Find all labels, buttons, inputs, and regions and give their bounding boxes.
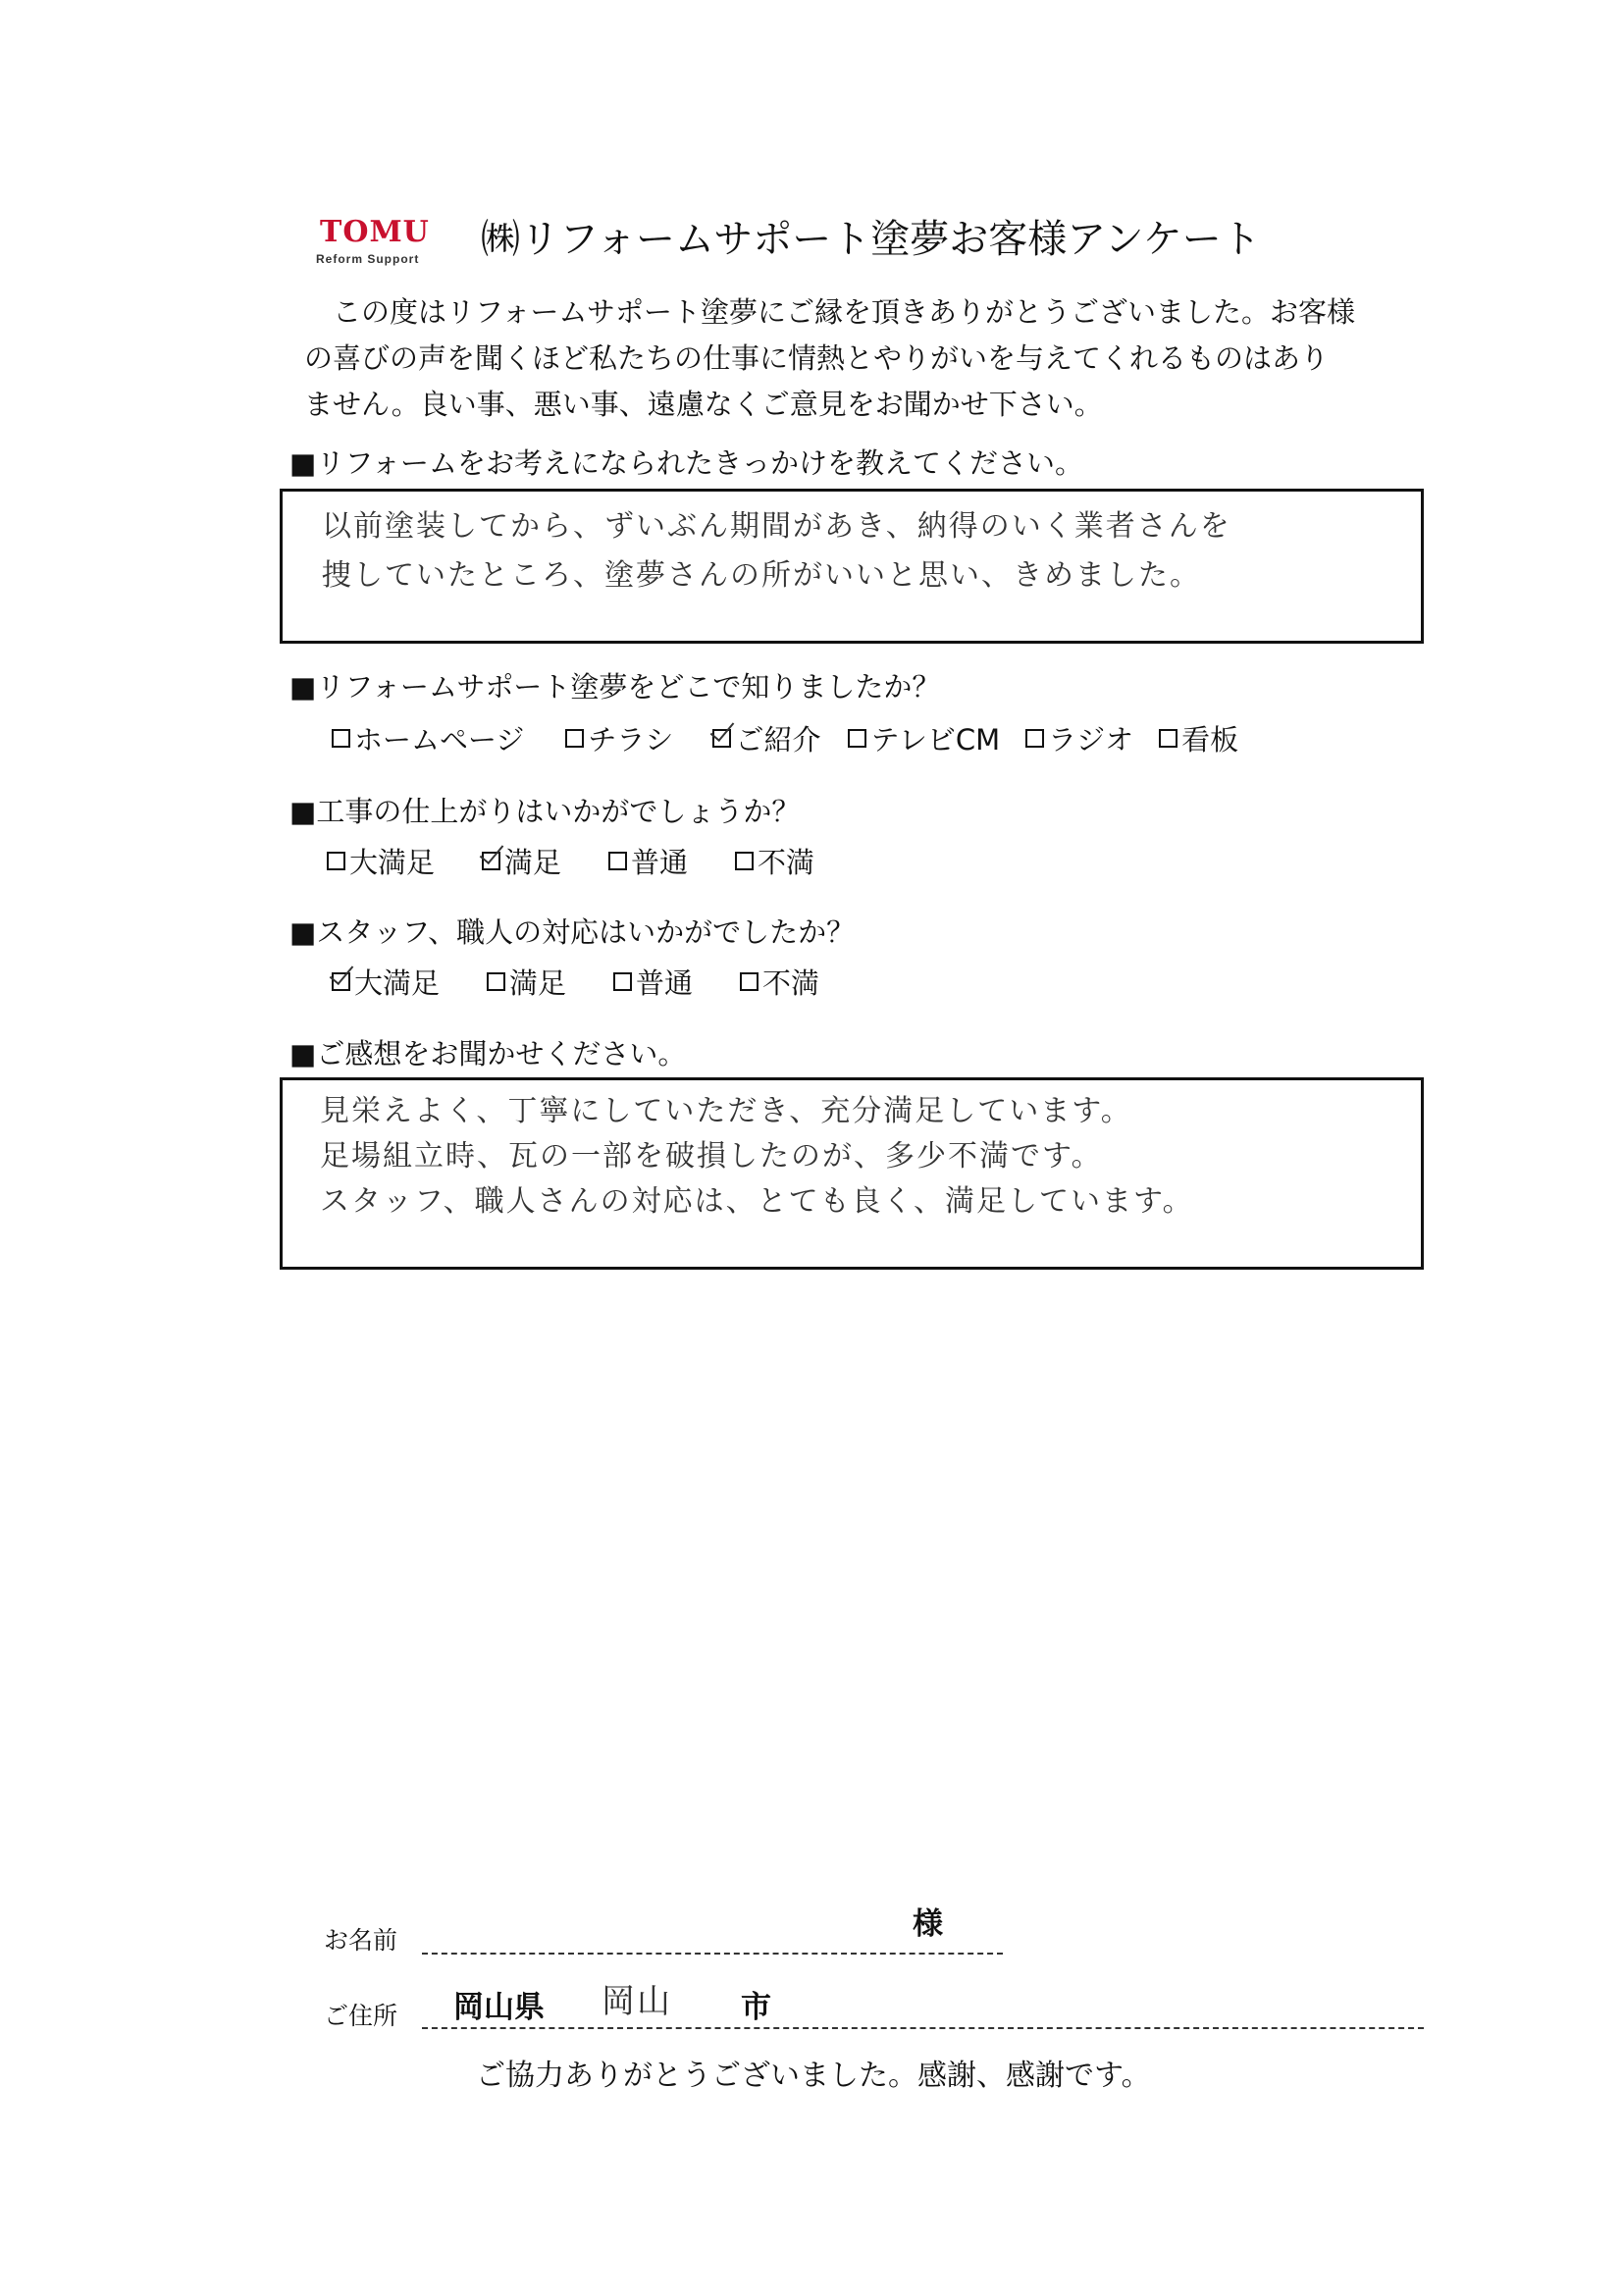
address-label: ご住所 [324,2002,398,2030]
intro-line: この度はリフォームサポート塗夢にご縁を頂きありがとうございました。お客様 [304,295,1355,329]
checkbox-checked[interactable] [332,972,350,991]
option-dissatisfied[interactable]: 不満 [735,841,814,881]
handwritten-line: 足場組立時、瓦の一部を破損したのが、多少不満です。 [320,1139,1103,1174]
logo-subtitle: Reform Support [316,252,420,266]
checkbox-checked[interactable] [482,852,500,870]
handwritten-line: 見栄えよく、丁寧にしていただき、充分満足しています。 [320,1094,1132,1128]
survey-title: ㈱リフォームサポート塗夢お客様アンケート [481,217,1261,262]
question-finish-quality: ■工事の仕上がりはいかがでしょうか？ [289,795,801,828]
checkbox[interactable] [565,729,584,748]
option-average[interactable]: 普通 [613,962,693,1002]
company-logo [316,211,430,270]
option-referral[interactable]: ご紹介 [712,718,820,758]
question-staff-response: ■スタッフ、職人の対応はいかがでしたか？ [289,915,856,949]
question-motivation: ■リフォームをお考えになられたきっかけを教えてください。 [289,446,1083,480]
option-satisfied[interactable]: 満足 [487,962,566,1002]
option-average[interactable]: 普通 [608,841,688,881]
checkbox[interactable] [332,729,350,748]
finish-quality-options [327,841,854,881]
option-very-satisfied[interactable]: 大満足 [327,841,435,881]
thank-you-message: ご協力ありがとうございました。感謝、感謝です。 [476,2059,1151,2093]
option-radio[interactable]: ラジオ [1025,718,1133,758]
option-dissatisfied[interactable]: 不満 [740,962,819,1002]
checkbox[interactable] [608,852,627,870]
checkbox[interactable] [1025,729,1044,748]
intro-line: ません。良い事、悪い事、遠慮なくご意見をお聞かせ下さい。 [304,388,1103,421]
checkbox[interactable] [487,972,505,991]
answer-box-impressions[interactable] [280,1077,1424,1270]
name-suffix: 様 [913,1906,943,1942]
staff-response-options [332,962,859,1002]
answer-box-motivation[interactable] [280,489,1424,644]
name-label: お名前 [324,1926,398,1955]
checkbox[interactable] [740,972,759,991]
city-suffix: 市 [741,1990,771,2025]
checkbox[interactable] [1159,729,1177,748]
intro-paragraph [304,289,1384,428]
city-handwritten: 岡山 [602,1982,672,2021]
intro-line: の喜びの声を聞くほど私たちの仕事に情熱とやりがいを与えてくれるものはあり [304,341,1330,375]
option-very-satisfied[interactable]: 大満足 [332,962,440,1002]
question-referral-source: ■リフォームサポート塗夢をどこで知りましたか？ [289,670,941,704]
address-field[interactable] [422,2027,1424,2029]
option-signboard[interactable]: 看板 [1159,718,1238,758]
checkbox[interactable] [327,852,345,870]
checkbox[interactable] [848,729,866,748]
name-field[interactable] [422,1953,1003,1955]
handwritten-line: 捜していたところ、塗夢さんの所がいいと思い、きめました。 [322,558,1201,593]
checkbox-checked[interactable] [712,729,731,748]
prefecture-text: 岡山県 [453,1990,545,2025]
handwritten-line: スタッフ、職人さんの対応は、とても良く、満足しています。 [320,1184,1194,1219]
option-flyer[interactable]: チラシ [565,718,673,758]
checkbox[interactable] [613,972,632,991]
handwritten-line: 以前塗装してから、ずいぶん期間があき、納得のいく業者さんを [322,509,1231,544]
option-satisfied[interactable]: 満足 [482,841,561,881]
option-tv-cm[interactable]: テレビCM [848,718,1000,758]
question-impressions: ■ご感想をお聞かせください。 [289,1037,687,1070]
option-homepage[interactable]: ホームページ [332,718,524,758]
referral-options [332,718,1278,758]
checkbox[interactable] [735,852,754,870]
logo-mark: TOMU [320,215,430,249]
